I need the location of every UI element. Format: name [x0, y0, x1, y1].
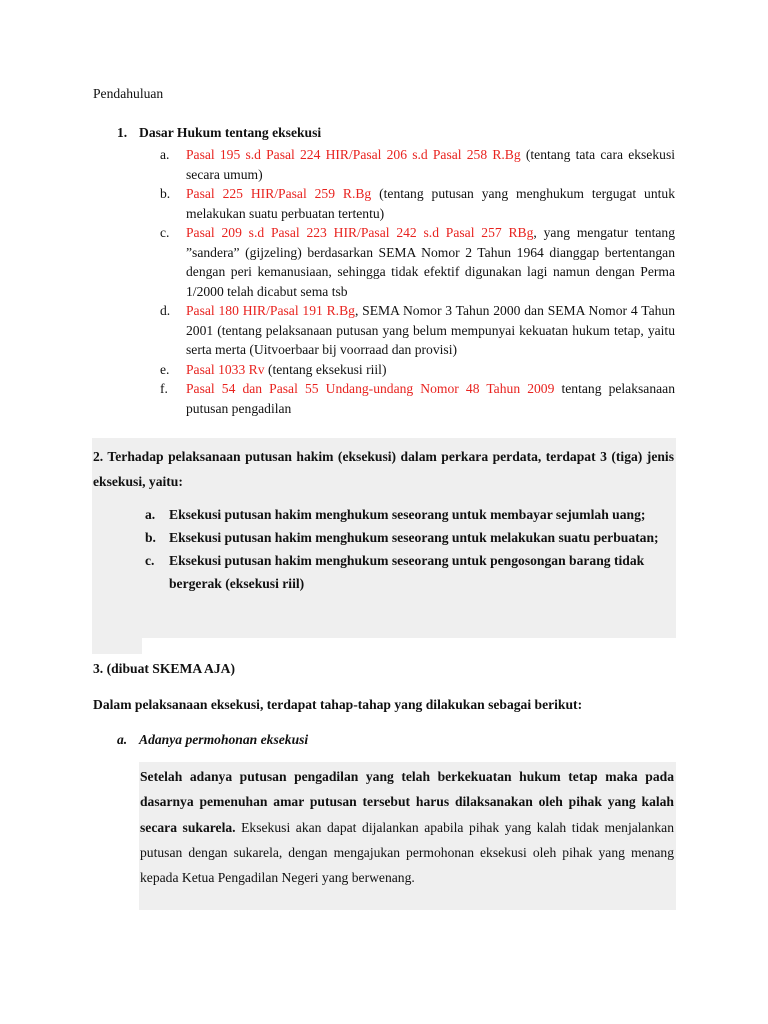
list-item	[145, 526, 673, 549]
list-marker: c.	[145, 553, 155, 568]
legal-reference: Pasal 225 HIR/Pasal 259 R.Bg	[186, 186, 372, 201]
legal-reference: Pasal 54 dan Pasal 55 Undang-undang Nomor 48 Tahun 2009	[186, 381, 555, 396]
section2-heading: 2. Terhadap pelaksanaan putusan hakim (eksekusi) dalam perkara perdata, terdapat 3 (tiga) jenis eksekusi, yaitu:	[93, 449, 674, 489]
list-item-text: tentang pelaksanaan putusan pengadilan	[186, 381, 675, 416]
section1-list	[160, 145, 675, 418]
list-item-text: Eksekusi putusan hakim menghukum seseorang untuk membayar sejumlah uang;	[169, 507, 646, 522]
list-item-text: Eksekusi putusan hakim menghukum seseorang untuk melakukan suatu perbuatan;	[169, 530, 659, 545]
section1-number: 1.	[117, 125, 128, 140]
list-marker: b.	[145, 530, 156, 545]
legal-reference: Pasal 209 s.d Pasal 223 HIR/Pasal 242 s.d Pasal 257 RBg	[186, 225, 534, 240]
list-marker: a.	[117, 732, 128, 747]
list-item-text: , yang mengatur tentang ”sandera” (gijzeling) berdasarkan SEMA Nomor 2 Tahun 1964 dianggap bertentangan dengan peri kemanusiaan, sehingga tidak efektif digunakan lagi namun dengan Perma 1/2000 telah dicabut sema tsb	[186, 225, 675, 299]
section1-heading	[117, 125, 321, 141]
legal-reference: Pasal 180 HIR/Pasal 191 R.Bg	[186, 303, 355, 318]
list-item-text: (tentang eksekusi riil)	[264, 361, 387, 377]
list-item-text: (tentang tata cara eksekusi secara umum)	[186, 147, 676, 182]
section3-subheading	[117, 732, 308, 748]
list-item	[145, 503, 673, 526]
section3-subheading-text: Adanya permohonan eksekusi	[139, 732, 309, 747]
list-marker: d.	[160, 303, 171, 318]
list-item-text: (tentang putusan yang menghukum tergugat untuk melakukan suatu perbuatan tertentu)	[186, 186, 675, 221]
list-marker: b.	[160, 186, 171, 201]
list-item	[145, 549, 673, 595]
list-item	[160, 360, 675, 380]
legal-reference: Pasal 195 s.d Pasal 224 HIR/Pasal 206 s.d Pasal 258 R.Bg	[186, 147, 521, 162]
paragraph-text: Eksekusi akan dapat dijalankan apabila pihak yang kalah tidak menjalankan putusan dengan sukarela, dengan mengajukan permohonan eksekusi oleh pihak yang menang kepada Ketua Pengadilan Negeri yang berwenang.	[140, 819, 674, 886]
list-marker: a.	[160, 147, 170, 162]
section3-intro: Dalam pelaksanaan eksekusi, terdapat tahap-tahap yang dilakukan sebagai berikut:	[93, 697, 583, 712]
section3-heading: 3. (dibuat SKEMA AJA)	[93, 661, 236, 676]
list-item	[160, 379, 675, 418]
section1-heading-text: Dasar Hukum tentang eksekusi	[139, 125, 322, 140]
list-item	[160, 184, 675, 223]
document-title: Pendahuluan	[93, 86, 164, 101]
section2-list	[145, 503, 673, 595]
list-item	[160, 301, 675, 360]
list-marker: f.	[160, 381, 168, 396]
list-marker: a.	[145, 507, 156, 522]
list-marker: c.	[160, 225, 170, 240]
list-item-text: Eksekusi putusan hakim menghukum seseorang untuk pengosongan barang tidak bergerak (eksekusi riil)	[169, 553, 645, 591]
list-item-text: , SEMA Nomor 3 Tahun 2000 dan SEMA Nomor 4 Tahun 2001 (tentang pelaksanaan putusan yang belum mempunyai kekuatan hukum tetap, yaitu serta merta (Uitvoerbaar bij voorraad dan provisi)	[186, 303, 675, 357]
list-item	[160, 223, 675, 301]
list-marker: e.	[160, 361, 170, 377]
paragraph-bold-text: Setelah adanya putusan pengadilan yang telah berkekuatan hukum tetap maka pada dasarnya pemenuhan amar putusan tersebut harus dilaksanakan oleh pihak yang kalah secara sukarela.	[140, 769, 674, 835]
list-item	[160, 145, 675, 184]
section2-highlight-tail	[92, 636, 142, 654]
legal-reference: Pasal 1033 Rv	[186, 361, 265, 377]
section3-paragraph	[140, 764, 674, 890]
